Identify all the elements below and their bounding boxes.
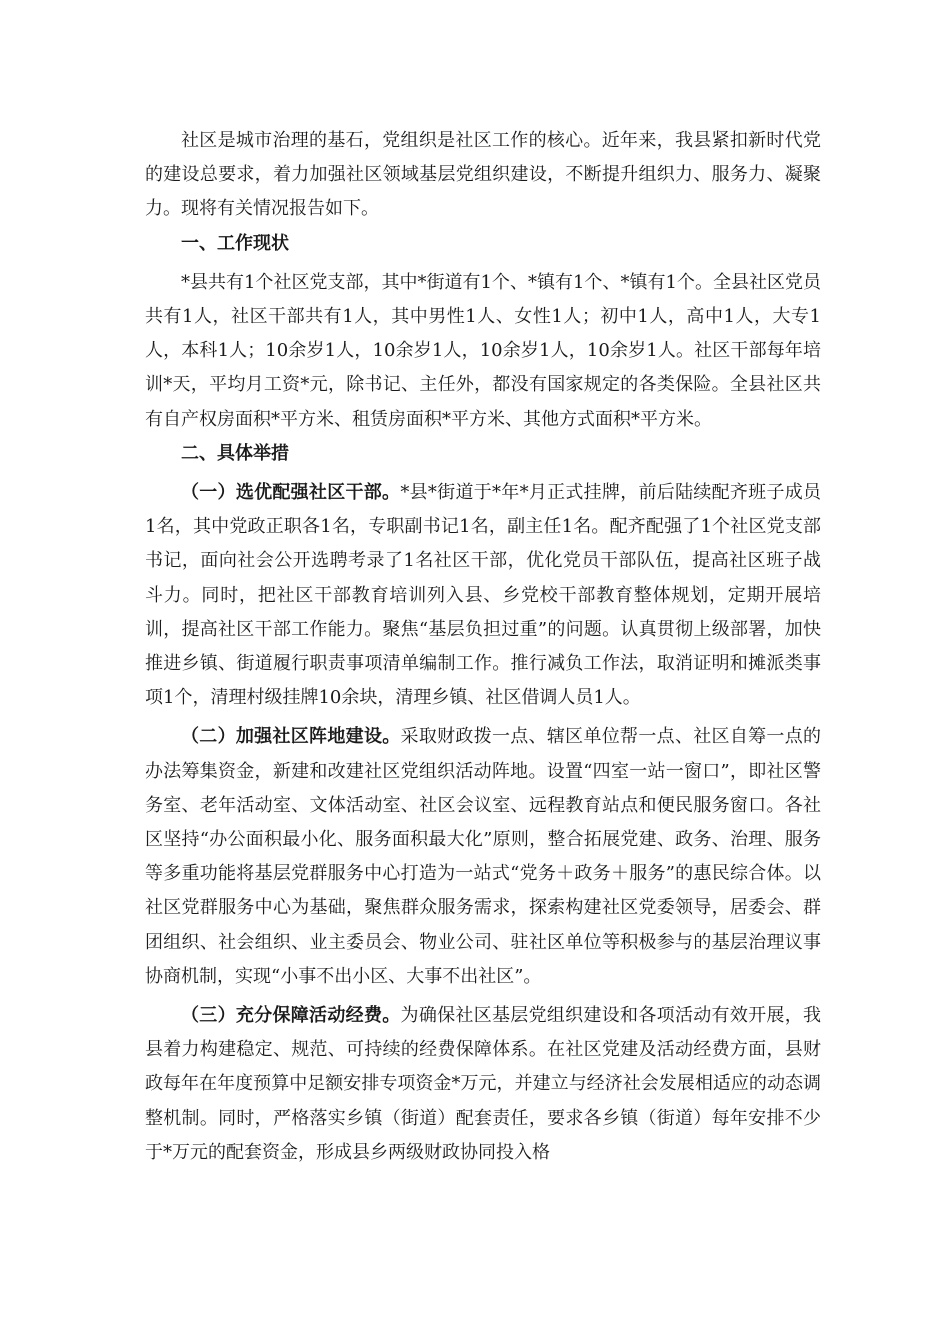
measure-body-facilities: 采取财政拨一点、辖区单位帮一点、社区自筹一点的办法筹集资金，新建和改建社区党组织活动阵地。设置“四室一站一窗口”，即社区警务室、老年活动室、文体活动室、社区会议室、远程教育站点和便民服务窗口。各社区坚持“办公面积最小化、服务面积最大化”原则，整合拓展党建、政务、治理、服务等多重功能将基层党群服务中心打造为一站式“党务＋政务＋服务”的惠民综合体。以社区党群服务中心为基础，聚焦群众服务需求，探索构建社区党委领导，居委会、群团组织、社会组织、业主委员会、物业公司、驻社区单位等积极参与的基层治理议事协商机制，实现“小事不出小区、大事不出社区”。 [145, 726, 821, 987]
measure-lead-facilities: （二）加强社区阵地建设。 [181, 726, 401, 748]
section-heading-measures: 二、具体举措 [181, 442, 289, 464]
intro-paragraph: 社区是城市治理的基石，党组织是社区工作的核心。近年来，我县紧扣新时代党的建设总要求，着力加强社区领域基层党组织建设，不断提升组织力、服务力、凝聚力。现将有关情况报告如下。 [145, 130, 821, 220]
measure-paragraph-cadres [145, 476, 821, 715]
status-paragraph: *县共有1个社区党支部，其中*街道有1个、*镇有1个、*镇有1个。全县社区党员共有1人，社区干部共有1人，其中男性1人、女性1人；初中1人，高中1人，大专1人，本科1人；10余岁1人，10余岁1人，10余岁1人，10余岁1人。社区干部每年培训*天，平均月工资*元，除书记、主任外，都没有国家规定的各类保险。全县社区共有自产权房面积*平方米、租赁房面积*平方米、其他方式面积*平方米。 [145, 271, 821, 430]
measure-paragraph-funding [145, 999, 821, 1170]
measure-lead-funding: （三）充分保障活动经费。 [181, 1005, 401, 1027]
measure-lead-cadres: （一）选优配强社区干部。 [181, 482, 401, 504]
measure-paragraph-facilities [145, 720, 821, 994]
measure-body-cadres: *县*街道于*年*月正式挂牌，前后陆续配齐班子成员1名，其中党政正职各1名，专职副书记1名，副主任1名。配齐配强了1个社区党支部书记，面向社会公开选聘考录了1名社区干部，优化党员干部队伍，提高社区班子战斗力。同时，把社区干部教育培训列入县、乡党校干部教育整体规划，定期开展培训，提高社区干部工作能力。聚焦“基层负担过重”的问题。认真贯彻上级部署，加快推进乡镇、街道履行职责事项清单编制工作。推行减负工作法，取消证明和摊派类事项1个，清理村级挂牌10余块，清理乡镇、社区借调人员1人。 [145, 482, 822, 709]
document-page [145, 124, 821, 1170]
section-heading-status: 一、工作现状 [181, 232, 289, 254]
measure-body-funding: 为确保社区基层党组织建设和各项活动有效开展，我县着力构建稳定、规范、可持续的经费保障体系。在社区党建及活动经费方面，县财政每年在年度预算中足额安排专项资金*万元，并建立与经济社会发展相适应的动态调整机制。同时，严格落实乡镇（街道）配套责任，要求各乡镇（街道）每年安排不少于*万元的配套资金，形成县乡两级财政协同投入格 [145, 1005, 821, 1163]
